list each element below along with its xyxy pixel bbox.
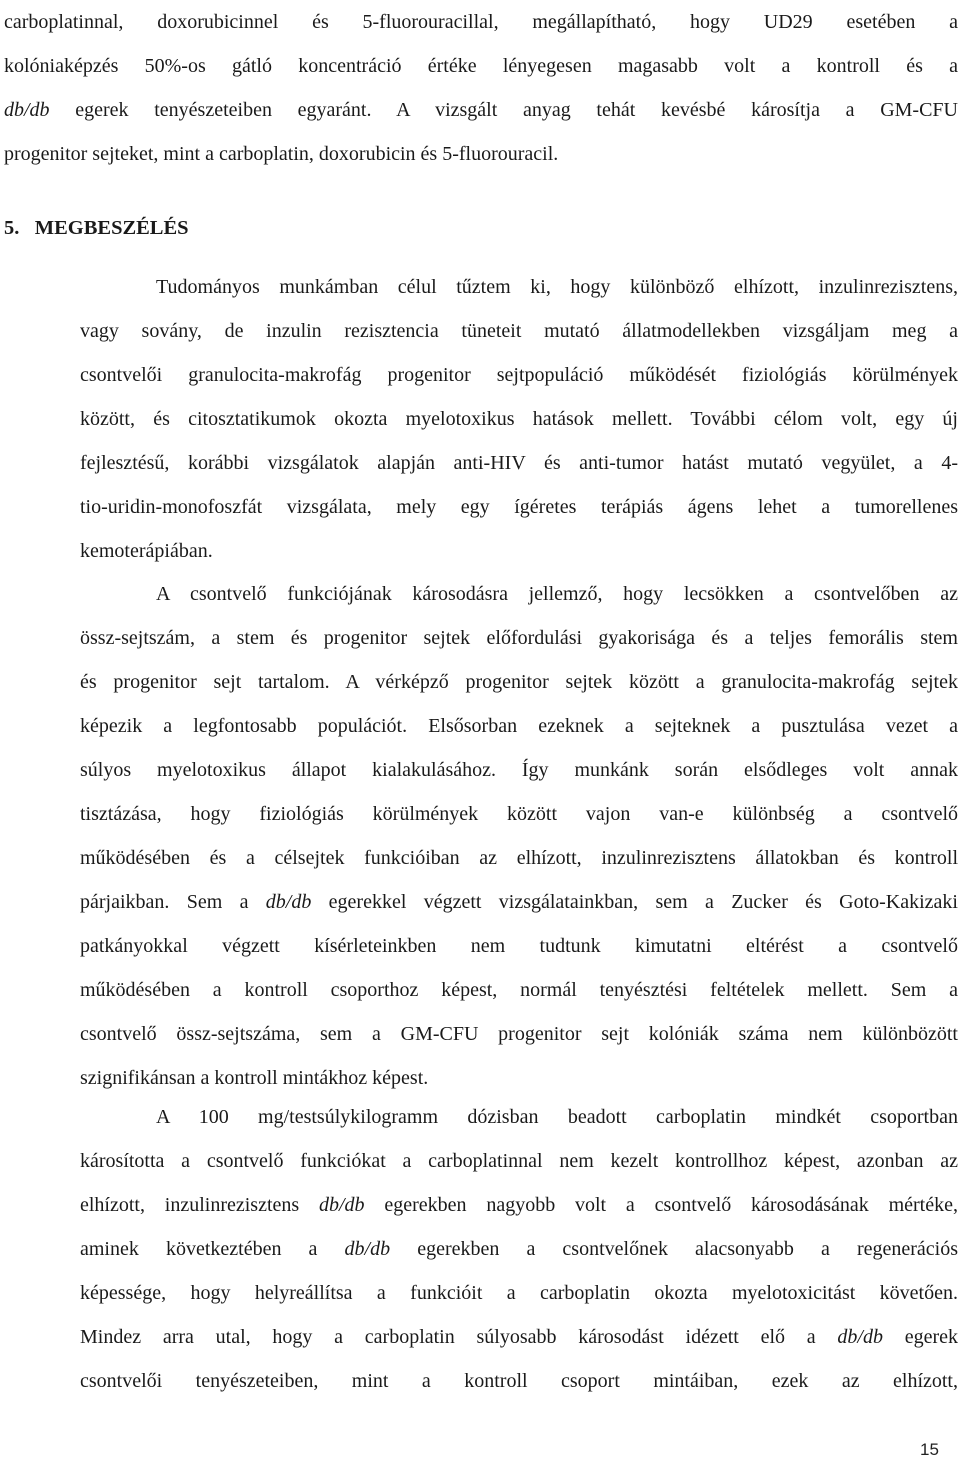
text-line: között, és citosztatikumok okozta myelotoxikus hatások mellett. További célom volt, egy új bbox=[80, 408, 958, 430]
italic-term: db/db bbox=[318, 1194, 365, 1216]
text-line: progenitor sejteket, mint a carboplatin, doxorubicin és 5-fluorouracil. bbox=[4, 143, 559, 165]
text-line: és progenitor sejt tartalom. A vérképző progenitor sejtek között a granulocita-makrofág sejtek bbox=[80, 671, 958, 693]
text-line: működésében a kontroll csoporthoz képest, normál tenyésztési feltételek mellett. Sem a bbox=[80, 979, 958, 1001]
text-line: károsította a csontvelő funkciókat a carboplatinnal nem kezelt kontrollhoz képest, azonban az bbox=[80, 1150, 958, 1172]
text-line: súlyos myelotoxikus állapot kialakulásához. Így munkánk során elsődleges volt annak bbox=[80, 759, 958, 781]
italic-term: db/db bbox=[265, 891, 312, 913]
text-line: össz-sejtszám, a stem és progenitor sejtek előfordulási gyakorisága és a teljes femorális stem bbox=[80, 627, 958, 649]
text-line: tisztázása, hogy fiziológiás körülmények között vajon van-e különbség a csontvelő bbox=[80, 803, 958, 825]
text-line: tio-uridin-monofoszfát vizsgálata, mely egy ígéretes terápiás ágens lehet a tumorellenes bbox=[80, 496, 958, 518]
page-number: 15 bbox=[920, 1440, 939, 1459]
discussion-paragraph-2 bbox=[4, 572, 958, 1100]
text-line: carboplatinnal, doxorubicinnel és 5-fluorouracillal, megállapítható, hogy UD29 esetében a bbox=[4, 11, 958, 33]
text-line: képessége, hogy helyreállítsa a funkcióit a carboplatin okozta myelotoxicitást követően. bbox=[80, 1282, 958, 1304]
text-line: fejlesztésű, korábbi vizsgálatok alapján anti-HIV és anti-tumor hatást mutató vegyület, a 4- bbox=[80, 452, 958, 474]
text-line: Tudományos munkámban célul tűztem ki, hogy különböző elhízott, inzulinrezisztens, bbox=[156, 276, 958, 298]
text-line: kemoterápiában. bbox=[80, 540, 213, 562]
text-line: elhízott, inzulinrezisztens db/db egerekben nagyobb volt a csontvelő károsodásának mértéke, bbox=[80, 1194, 958, 1216]
text-line: Mindez arra utal, hogy a carboplatin súlyosabb károsodást idézett elő a db/db egerek bbox=[80, 1326, 958, 1348]
text-line: működésében és a célsejtek funkcióiban az elhízott, inzulinrezisztens állatokban és kontroll bbox=[80, 847, 958, 869]
text-line: A csontvelő funkciójának károsodásra jellemző, hogy lecsökken a csontvelőben az bbox=[156, 583, 958, 605]
text-line: csontvelő össz-sejtszáma, sem a GM-CFU progenitor sejt kolóniák száma nem különbözött bbox=[80, 1023, 958, 1045]
text-line: szignifikánsan a kontroll mintákhoz képest. bbox=[80, 1067, 429, 1089]
italic-term: db/db bbox=[4, 99, 50, 121]
text-line: aminek következtében a db/db egerekben a csontvelőnek alacsonyabb a regenerációs bbox=[80, 1238, 958, 1260]
text-line: párjaikban. Sem a db/db egerekkel végzett vizsgálatainkban, sem a Zucker és Goto-Kakizaki bbox=[80, 891, 958, 913]
text-line: vagy sovány, de inzulin rezisztencia tüneteit mutató állatmodellekben vizsgáljam meg a bbox=[80, 320, 958, 342]
text-line: csontvelői tenyészeteiben, mint a kontroll csoport mintáiban, ezek az elhízott, bbox=[80, 1370, 958, 1392]
text-line: képezik a legfontosabb populációt. Elsősorban ezeknek a sejteknek a pusztulása vezet a bbox=[80, 715, 958, 737]
italic-term: db/db bbox=[837, 1326, 883, 1348]
text-line: patkányokkal végzett kísérleteinkben nem tudtunk kimutatni eltérést a csontvelő bbox=[80, 935, 958, 957]
section-heading: 5. MEGBESZÉLÉS bbox=[4, 217, 189, 239]
text-line: kolóniaképzés 50%-os gátló koncentráció értéke lényegesen magasabb volt a kontroll és a bbox=[4, 55, 958, 77]
italic-term: db/db bbox=[344, 1238, 391, 1260]
text-line: db/db egerek tenyészeteiben egyaránt. A vizsgált anyag tehát kevésbé károsítja a GM-CFU bbox=[4, 99, 958, 121]
intro-paragraph bbox=[4, 0, 958, 176]
discussion-paragraph-1 bbox=[4, 265, 958, 573]
text-line: csontvelői granulocita-makrofág progenitor sejtpopuláció működését fiziológiás körülmények bbox=[80, 364, 958, 386]
discussion-paragraph-3 bbox=[4, 1095, 958, 1403]
text-line: A 100 mg/testsúlykilogramm dózisban beadott carboplatin mindkét csoportban bbox=[156, 1106, 958, 1128]
